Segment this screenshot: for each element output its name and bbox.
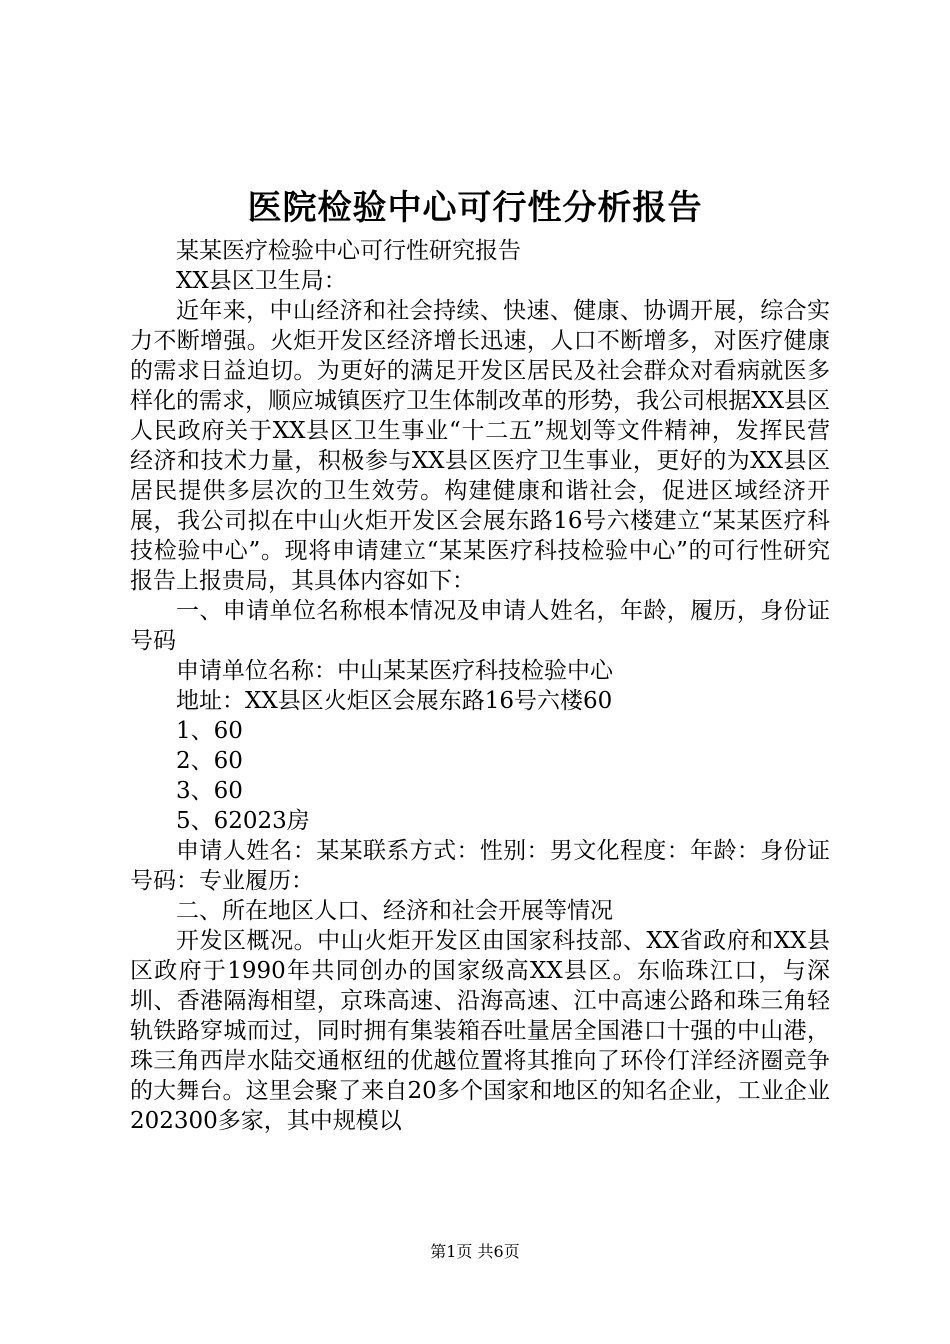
section-heading-1: 一、申请单位名称根本情况及申请人姓名，年龄，履历，身份证号码 (130, 598, 830, 654)
paragraph-item-5: 5、62023房 (176, 808, 310, 834)
paragraph-address: 地址：XX县区火炬区会展东路16号六楼60 (176, 688, 613, 714)
paragraph-item-2: 2、60 (176, 748, 243, 774)
paragraph-unit-name: 申请单位名称：中山某某医疗科技检验中心 (176, 658, 613, 684)
paragraph-zone-overview: 开发区概况。中山火炬开发区由国家科技部、XX省政府和XX县区政府于1990年共同创办的国家级高XX县区。东临珠江口，与深圳、香港隔海相望，京珠高速、沿海高速、江中高速公路和珠三角轻轨铁路穿城而过，同时拥有集装箱吞吐量居全国港口十强的中山港，珠三角西岸水陆交通枢纽的优越位置将其推向了环伶仃洋经济圈竞争的大舞台。这里会聚了来自20多个国家和地区的知名企业，工业企业202300多家，其中规模以 (130, 928, 830, 1134)
paragraph-subtitle: 某某医疗检验中心可行性研究报告 (176, 238, 521, 264)
paragraph-addressee: XX县区卫生局： (176, 268, 347, 294)
page-number-footer: 第1页 共6页 (430, 1242, 520, 1261)
section-heading-2: 二、所在地区人口、经济和社会开展等情况 (176, 898, 613, 924)
paragraph-intro: 近年来，中山经济和社会持续、快速、健康、协调开展，综合实力不断增强。火炬开发区经济增长迅速，人口不断增多，对医疗健康的需求日益迫切。为更好的满足开发区居民及社会群众对看病就医多样化的需求，顺应城镇医疗卫生体制改革的形势，我公司根据XX县区人民政府关于XX县区卫生事业“十二五”规划等文件精神，发挥民营经济和技术力量，积极参与XX县区医疗卫生事业，更好的为XX县区居民提供多层次的卫生效劳。构建健康和谐社会，促进区域经济开展，我公司拟在中山火炬开发区会展东路16号六楼建立“某某医疗科技检验中心”。现将申请建立“某某医疗科技检验中心”的可行性研究报告上报贵局，其具体内容如下： (130, 298, 830, 594)
document-title: 医院检验中心可行性分析报告 (247, 188, 703, 228)
paragraph-applicant: 申请人姓名：某某联系方式：性别：男文化程度：年龄：身份证号码：专业履历： (130, 838, 830, 894)
paragraph-item-1: 1、60 (176, 718, 243, 744)
document-body (130, 236, 830, 1136)
paragraph-item-3: 3、60 (176, 778, 243, 804)
